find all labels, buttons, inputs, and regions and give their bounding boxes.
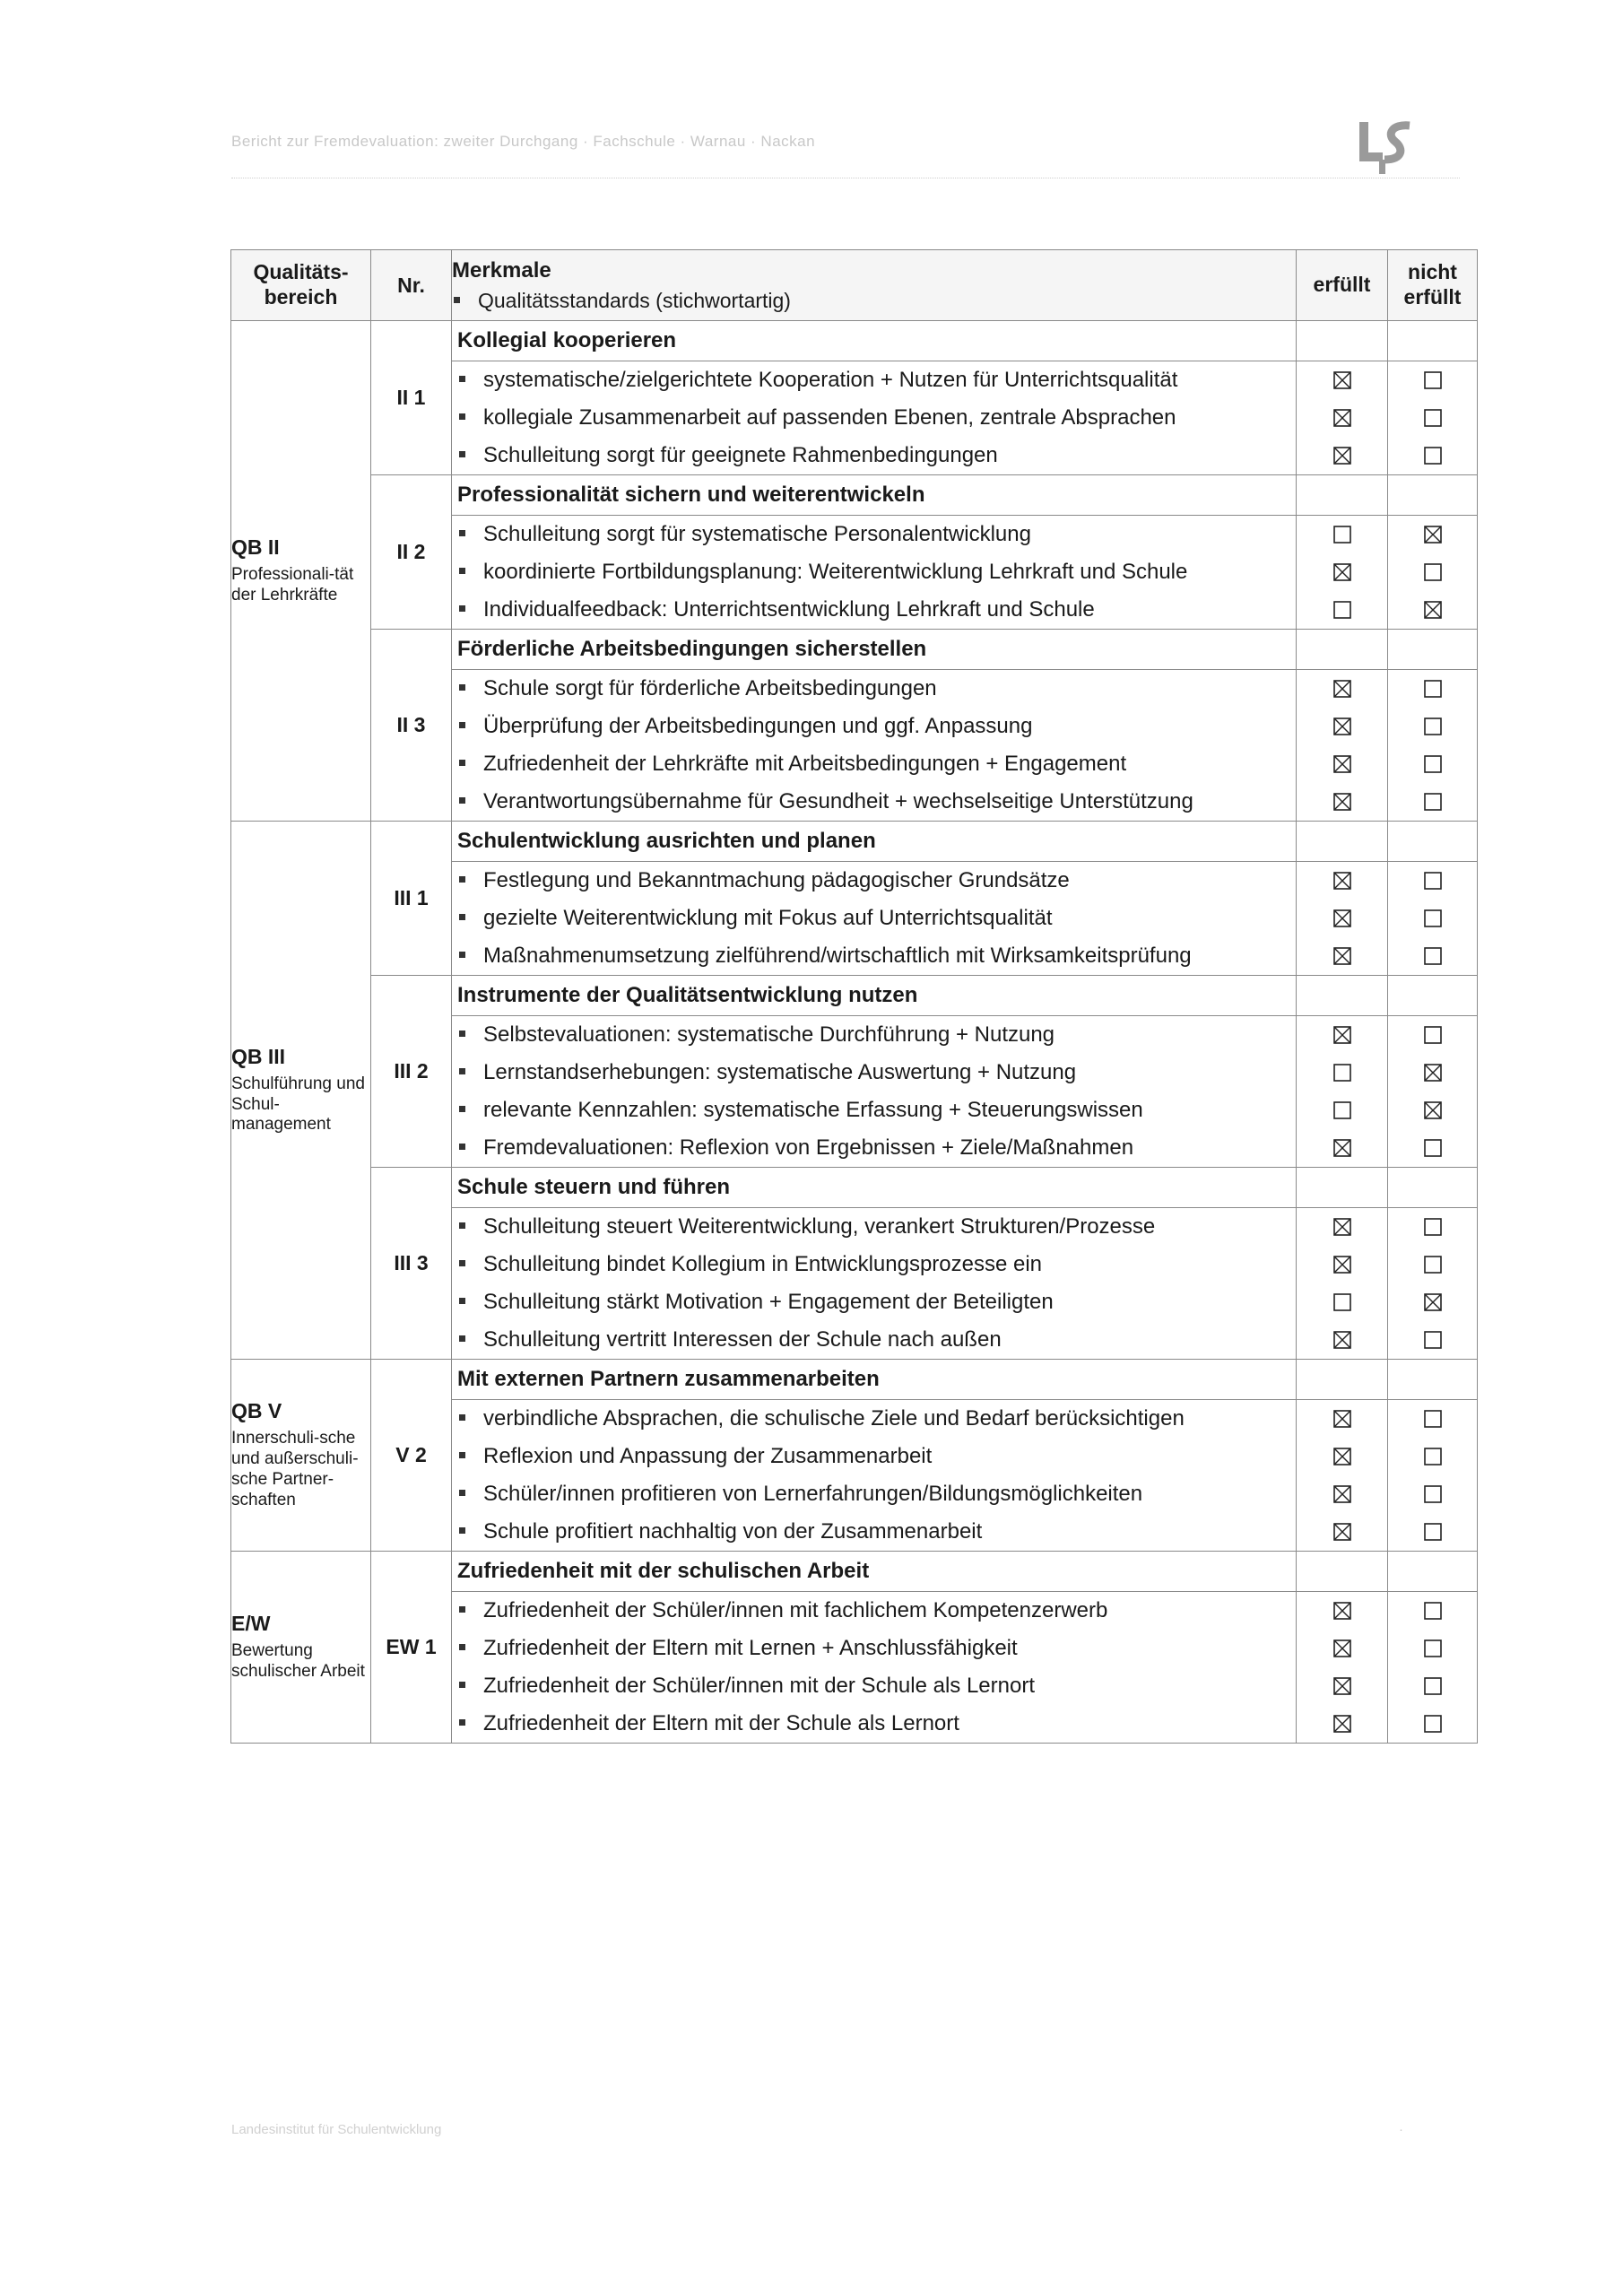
nicht-erfuellt-cell bbox=[1388, 1400, 1478, 1439]
nicht-erfuellt-cell bbox=[1388, 1091, 1478, 1129]
bullet-icon bbox=[459, 1260, 465, 1266]
standard-text: Lernstandserhebungen: systematische Auswertung + Nutzung bbox=[483, 1060, 1077, 1084]
empty-checkbox-icon[interactable] bbox=[1424, 1256, 1442, 1274]
erfuellt-cell bbox=[1297, 1475, 1388, 1513]
bullet-icon bbox=[459, 1644, 465, 1650]
quality-area-description: Innerschuli-sche und außerschuli-sche Partner-schaften bbox=[231, 1429, 359, 1509]
header-merkmale bbox=[452, 250, 1297, 321]
standard-cell bbox=[452, 1475, 1297, 1513]
bullet-icon bbox=[459, 1222, 465, 1229]
standard-cell bbox=[452, 1705, 1297, 1744]
nicht-erfuellt-cell bbox=[1388, 1513, 1478, 1552]
nicht-erfuellt-cell bbox=[1388, 591, 1478, 630]
standard-cell bbox=[452, 1283, 1297, 1321]
bullet-icon bbox=[459, 1490, 465, 1496]
nicht-erfuellt-cell bbox=[1388, 1630, 1478, 1667]
checked-checkbox-icon[interactable] bbox=[1333, 1448, 1351, 1465]
standard-cell bbox=[452, 670, 1297, 709]
nicht-erfuellt-cell bbox=[1388, 361, 1478, 400]
erfuellt-cell bbox=[1297, 1246, 1388, 1283]
ls-logo-icon bbox=[1356, 115, 1419, 178]
checked-checkbox-icon[interactable] bbox=[1333, 1677, 1351, 1695]
erfuellt-cell bbox=[1297, 745, 1388, 783]
section-number: II 2 bbox=[371, 475, 452, 630]
bullet-icon bbox=[459, 1144, 465, 1150]
checked-checkbox-icon[interactable] bbox=[1333, 755, 1351, 773]
standard-text: Zufriedenheit der Eltern mit Lernen + Anschlussfähigkeit bbox=[483, 1636, 1018, 1660]
section-row bbox=[231, 1552, 1478, 1592]
bullet-icon bbox=[459, 1106, 465, 1112]
section-row bbox=[231, 630, 1478, 670]
standard-cell bbox=[452, 1054, 1297, 1091]
checked-checkbox-icon[interactable] bbox=[1333, 1602, 1351, 1620]
bullet-icon bbox=[459, 1719, 465, 1726]
section-erfuellt-blank bbox=[1297, 321, 1388, 361]
empty-checkbox-icon[interactable] bbox=[1424, 1602, 1442, 1620]
nicht-erfuellt-cell bbox=[1388, 1438, 1478, 1475]
nicht-erfuellt-cell bbox=[1388, 1321, 1478, 1360]
erfuellt-cell bbox=[1297, 1091, 1388, 1129]
section-title: Förderliche Arbeitsbedingungen sicherstellen bbox=[452, 630, 1297, 670]
nicht-erfuellt-cell bbox=[1388, 708, 1478, 745]
nicht-erfuellt-cell bbox=[1388, 1016, 1478, 1055]
section-erfuellt-blank bbox=[1297, 1552, 1388, 1592]
standard-cell bbox=[452, 1438, 1297, 1475]
erfuellt-cell bbox=[1297, 1016, 1388, 1055]
empty-checkbox-icon[interactable] bbox=[1424, 1218, 1442, 1236]
quality-table bbox=[230, 249, 1478, 1744]
section-title: Instrumente der Qualitätsentwicklung nutzen bbox=[452, 976, 1297, 1016]
section-number: III 1 bbox=[371, 822, 452, 976]
standard-text: relevante Kennzahlen: systematische Erfassung + Steuerungswissen bbox=[483, 1098, 1143, 1122]
checked-checkbox-icon[interactable] bbox=[1424, 526, 1442, 544]
bullet-icon bbox=[459, 1068, 465, 1074]
standard-cell bbox=[452, 1630, 1297, 1667]
standard-text: gezielte Weiterentwicklung mit Fokus auf Unterrichtsqualität bbox=[483, 906, 1053, 930]
standard-text: Schulleitung sorgt für systematische Personalentwicklung bbox=[483, 522, 1031, 546]
erfuellt-cell bbox=[1297, 1630, 1388, 1667]
standard-cell bbox=[452, 745, 1297, 783]
section-nicht-erfuellt-blank bbox=[1388, 1168, 1478, 1208]
checked-checkbox-icon[interactable] bbox=[1333, 1331, 1351, 1349]
section-title: Mit externen Partnern zusammenarbeiten bbox=[452, 1360, 1297, 1400]
section-number: V 2 bbox=[371, 1360, 452, 1552]
erfuellt-cell bbox=[1297, 1283, 1388, 1321]
bullet-icon bbox=[459, 1527, 465, 1534]
bullet-icon bbox=[459, 1298, 465, 1304]
header-nr: Nr. bbox=[371, 250, 452, 321]
section-number: II 1 bbox=[371, 321, 452, 475]
standard-cell bbox=[452, 553, 1297, 591]
standard-text: Überprüfung der Arbeitsbedingungen und ggf. Anpassung bbox=[483, 714, 1033, 738]
erfuellt-cell bbox=[1297, 516, 1388, 554]
empty-checkbox-icon[interactable] bbox=[1424, 1139, 1442, 1157]
nicht-erfuellt-cell bbox=[1388, 1705, 1478, 1744]
nicht-erfuellt-cell bbox=[1388, 1592, 1478, 1631]
section-nicht-erfuellt-blank bbox=[1388, 1360, 1478, 1400]
section-erfuellt-blank bbox=[1297, 630, 1388, 670]
nicht-erfuellt-cell bbox=[1388, 1246, 1478, 1283]
section-erfuellt-blank bbox=[1297, 1360, 1388, 1400]
checked-checkbox-icon[interactable] bbox=[1333, 909, 1351, 927]
section-title: Zufriedenheit mit der schulischen Arbeit bbox=[452, 1552, 1297, 1592]
empty-checkbox-icon[interactable] bbox=[1333, 1064, 1351, 1082]
section-erfuellt-blank bbox=[1297, 976, 1388, 1016]
checked-checkbox-icon[interactable] bbox=[1424, 1293, 1442, 1311]
nicht-erfuellt-cell bbox=[1388, 516, 1478, 554]
checked-checkbox-icon[interactable] bbox=[1424, 601, 1442, 619]
quality-area-description: Professionali-tät der Lehrkräfte bbox=[231, 565, 354, 604]
nicht-erfuellt-cell bbox=[1388, 900, 1478, 937]
erfuellt-cell bbox=[1297, 783, 1388, 822]
bullet-icon bbox=[459, 722, 465, 728]
checked-checkbox-icon[interactable] bbox=[1333, 1026, 1351, 1044]
erfuellt-cell bbox=[1297, 1513, 1388, 1552]
standard-cell bbox=[452, 516, 1297, 554]
standard-text: Zufriedenheit der Eltern mit der Schule als Lernort bbox=[483, 1711, 959, 1735]
empty-checkbox-icon[interactable] bbox=[1424, 1331, 1442, 1349]
erfuellt-cell bbox=[1297, 1592, 1388, 1631]
nicht-erfuellt-cell bbox=[1388, 745, 1478, 783]
standard-text: Zufriedenheit der Schüler/innen mit der Schule als Lernort bbox=[483, 1674, 1035, 1698]
empty-checkbox-icon[interactable] bbox=[1424, 563, 1442, 581]
standard-cell bbox=[452, 591, 1297, 630]
section-number: III 2 bbox=[371, 976, 452, 1168]
nicht-erfuellt-cell bbox=[1388, 1129, 1478, 1168]
checked-checkbox-icon[interactable] bbox=[1424, 1101, 1442, 1119]
standard-cell bbox=[452, 1592, 1297, 1631]
empty-checkbox-icon[interactable] bbox=[1424, 371, 1442, 389]
standard-cell bbox=[452, 1400, 1297, 1439]
checked-checkbox-icon[interactable] bbox=[1333, 718, 1351, 735]
empty-checkbox-icon[interactable] bbox=[1424, 680, 1442, 698]
quality-area-cell bbox=[231, 1552, 371, 1744]
erfuellt-cell bbox=[1297, 708, 1388, 745]
nicht-erfuellt-cell bbox=[1388, 1054, 1478, 1091]
quality-area-cell bbox=[231, 822, 371, 1360]
quality-area-code: E/W bbox=[231, 1612, 271, 1636]
section-number: EW 1 bbox=[371, 1552, 452, 1744]
section-number: III 3 bbox=[371, 1168, 452, 1360]
standard-cell bbox=[452, 1513, 1297, 1552]
nicht-erfuellt-cell bbox=[1388, 862, 1478, 900]
bullet-icon bbox=[459, 876, 465, 883]
erfuellt-cell bbox=[1297, 1400, 1388, 1439]
section-row bbox=[231, 1168, 1478, 1208]
section-row bbox=[231, 321, 1478, 361]
quality-area-description: Schulführung und Schul-management bbox=[231, 1074, 365, 1135]
bullet-icon bbox=[459, 605, 465, 612]
standard-text: Schulleitung steuert Weiterentwicklung, verankert Strukturen/Prozesse bbox=[483, 1214, 1156, 1239]
erfuellt-cell bbox=[1297, 1208, 1388, 1247]
erfuellt-cell bbox=[1297, 937, 1388, 976]
standard-text: Fremdevaluationen: Reflexion von Ergebnissen + Ziele/Maßnahmen bbox=[483, 1135, 1134, 1160]
checked-checkbox-icon[interactable] bbox=[1333, 563, 1351, 581]
header-standards bbox=[452, 289, 1296, 313]
standard-cell bbox=[452, 399, 1297, 437]
standard-cell bbox=[452, 1321, 1297, 1360]
empty-checkbox-icon[interactable] bbox=[1333, 1101, 1351, 1119]
checked-checkbox-icon[interactable] bbox=[1424, 1064, 1442, 1082]
empty-checkbox-icon[interactable] bbox=[1424, 447, 1442, 465]
quality-area-code: QB II bbox=[231, 535, 280, 560]
section-row bbox=[231, 1360, 1478, 1400]
section-erfuellt-blank bbox=[1297, 475, 1388, 516]
erfuellt-cell bbox=[1297, 862, 1388, 900]
checked-checkbox-icon[interactable] bbox=[1333, 1139, 1351, 1157]
bullet-icon bbox=[459, 413, 465, 420]
nicht-erfuellt-cell bbox=[1388, 1667, 1478, 1705]
header-nicht-erfuellt: nicht erfüllt bbox=[1388, 250, 1478, 321]
erfuellt-cell bbox=[1297, 399, 1388, 437]
quality-area-code: QB III bbox=[231, 1044, 286, 1068]
nicht-erfuellt-cell bbox=[1388, 783, 1478, 822]
empty-checkbox-icon[interactable] bbox=[1424, 1715, 1442, 1733]
nicht-erfuellt-cell bbox=[1388, 937, 1478, 976]
empty-checkbox-icon[interactable] bbox=[1424, 872, 1442, 890]
empty-checkbox-icon[interactable] bbox=[1333, 526, 1351, 544]
standard-text: Reflexion und Anpassung der Zusammenarbeit bbox=[483, 1444, 933, 1468]
standard-cell bbox=[452, 1129, 1297, 1168]
checked-checkbox-icon[interactable] bbox=[1333, 1523, 1351, 1541]
quality-area-code: QB V bbox=[231, 1399, 282, 1423]
nicht-erfuellt-cell bbox=[1388, 437, 1478, 475]
bullet-icon bbox=[459, 1414, 465, 1421]
checked-checkbox-icon[interactable] bbox=[1333, 1715, 1351, 1733]
erfuellt-cell bbox=[1297, 1438, 1388, 1475]
bullet-icon bbox=[459, 1031, 465, 1037]
standard-cell bbox=[452, 1667, 1297, 1705]
standard-text: Verantwortungsübernahme für Gesundheit + wechselseitige Unterstützung bbox=[483, 789, 1193, 813]
standard-text: kollegiale Zusammenarbeit auf passenden Ebenen, zentrale Absprachen bbox=[483, 405, 1176, 430]
checked-checkbox-icon[interactable] bbox=[1333, 1410, 1351, 1428]
empty-checkbox-icon[interactable] bbox=[1333, 1293, 1351, 1311]
standard-cell bbox=[452, 1246, 1297, 1283]
bullet-icon bbox=[459, 914, 465, 920]
erfuellt-cell bbox=[1297, 1705, 1388, 1744]
empty-checkbox-icon[interactable] bbox=[1424, 1410, 1442, 1428]
nicht-erfuellt-cell bbox=[1388, 553, 1478, 591]
standard-cell bbox=[452, 937, 1297, 976]
standard-text: Schule profitiert nachhaltig von der Zusammenarbeit bbox=[483, 1519, 983, 1544]
erfuellt-cell bbox=[1297, 1054, 1388, 1091]
standard-text: Schule sorgt für förderliche Arbeitsbedingungen bbox=[483, 676, 937, 700]
standard-text: Schüler/innen profitieren von Lernerfahrungen/Bildungsmöglichkeiten bbox=[483, 1482, 1143, 1506]
table-header-row bbox=[231, 250, 1478, 321]
empty-checkbox-icon[interactable] bbox=[1333, 601, 1351, 619]
page-footer-text: Landesinstitut für Schulentwicklung bbox=[231, 2122, 442, 2137]
section-nicht-erfuellt-blank bbox=[1388, 321, 1478, 361]
checked-checkbox-icon[interactable] bbox=[1333, 947, 1351, 965]
standard-cell bbox=[452, 1091, 1297, 1129]
checked-checkbox-icon[interactable] bbox=[1333, 1256, 1351, 1274]
empty-checkbox-icon[interactable] bbox=[1424, 1677, 1442, 1695]
standard-cell bbox=[452, 1208, 1297, 1247]
nicht-erfuellt-cell bbox=[1388, 1283, 1478, 1321]
bullet-icon bbox=[459, 684, 465, 691]
quality-area-cell bbox=[231, 1360, 371, 1552]
standard-cell bbox=[452, 708, 1297, 745]
bullet-icon bbox=[459, 1682, 465, 1688]
standard-text: Individualfeedback: Unterrichtsentwicklung Lehrkraft und Schule bbox=[483, 597, 1095, 622]
quality-area-description: Bewertung schulischer Arbeit bbox=[231, 1641, 365, 1681]
section-number: II 3 bbox=[371, 630, 452, 822]
erfuellt-cell bbox=[1297, 670, 1388, 709]
standard-cell bbox=[452, 1016, 1297, 1055]
bullet-icon bbox=[454, 297, 460, 303]
empty-checkbox-icon[interactable] bbox=[1424, 718, 1442, 735]
checked-checkbox-icon[interactable] bbox=[1333, 1218, 1351, 1236]
checked-checkbox-icon[interactable] bbox=[1333, 409, 1351, 427]
standard-text: Schulleitung vertritt Interessen der Schule nach außen bbox=[483, 1327, 1002, 1352]
erfuellt-cell bbox=[1297, 591, 1388, 630]
standard-text: Zufriedenheit der Schüler/innen mit fachlichem Kompetenzerwerb bbox=[483, 1598, 1108, 1622]
bullet-icon bbox=[459, 1335, 465, 1342]
empty-checkbox-icon[interactable] bbox=[1424, 1485, 1442, 1503]
empty-checkbox-icon[interactable] bbox=[1424, 793, 1442, 811]
section-row bbox=[231, 822, 1478, 862]
bullet-icon bbox=[459, 451, 465, 457]
empty-checkbox-icon[interactable] bbox=[1424, 1523, 1442, 1541]
section-title: Schulentwicklung ausrichten und planen bbox=[452, 822, 1297, 862]
section-erfuellt-blank bbox=[1297, 822, 1388, 862]
section-nicht-erfuellt-blank bbox=[1388, 630, 1478, 670]
standard-text: koordinierte Fortbildungsplanung: Weiterentwicklung Lehrkraft und Schule bbox=[483, 560, 1188, 584]
standard-cell bbox=[452, 783, 1297, 822]
bullet-icon bbox=[459, 1452, 465, 1458]
footer-mark: · bbox=[1399, 2122, 1403, 2137]
bullet-icon bbox=[459, 760, 465, 766]
checked-checkbox-icon[interactable] bbox=[1333, 371, 1351, 389]
bullet-icon bbox=[459, 376, 465, 382]
checked-checkbox-icon[interactable] bbox=[1333, 447, 1351, 465]
empty-checkbox-icon[interactable] bbox=[1424, 909, 1442, 927]
standard-text: Maßnahmenumsetzung zielführend/wirtschaftlich mit Wirksamkeitsprüfung bbox=[483, 944, 1192, 968]
erfuellt-cell bbox=[1297, 361, 1388, 400]
standard-text: systematische/zielgerichtete Kooperation + Nutzen für Unterrichtsqualität bbox=[483, 368, 1178, 392]
standard-cell bbox=[452, 900, 1297, 937]
nicht-erfuellt-cell bbox=[1388, 1475, 1478, 1513]
bullet-icon bbox=[459, 797, 465, 804]
quality-area-cell bbox=[231, 321, 371, 822]
section-nicht-erfuellt-blank bbox=[1388, 475, 1478, 516]
standard-text: Schulleitung bindet Kollegium in Entwicklungsprozesse ein bbox=[483, 1252, 1043, 1276]
standard-text: Zufriedenheit der Lehrkräfte mit Arbeitsbedingungen + Engagement bbox=[483, 752, 1127, 776]
page-header-text: Bericht zur Fremdevaluation: zweiter Durchgang · Fachschule · Warnau · Nackan bbox=[231, 133, 816, 150]
standard-text: Selbstevaluationen: systematische Durchführung + Nutzung bbox=[483, 1022, 1055, 1047]
empty-checkbox-icon[interactable] bbox=[1424, 755, 1442, 773]
empty-checkbox-icon[interactable] bbox=[1424, 1026, 1442, 1044]
checked-checkbox-icon[interactable] bbox=[1333, 872, 1351, 890]
standard-cell bbox=[452, 437, 1297, 475]
erfuellt-cell bbox=[1297, 1321, 1388, 1360]
bullet-icon bbox=[459, 952, 465, 958]
header-erfuellt: erfüllt bbox=[1297, 250, 1388, 321]
checked-checkbox-icon[interactable] bbox=[1333, 1485, 1351, 1503]
section-erfuellt-blank bbox=[1297, 1168, 1388, 1208]
checked-checkbox-icon[interactable] bbox=[1333, 793, 1351, 811]
erfuellt-cell bbox=[1297, 1667, 1388, 1705]
section-nicht-erfuellt-blank bbox=[1388, 976, 1478, 1016]
standard-text: Festlegung und Bekanntmachung pädagogischer Grundsätze bbox=[483, 868, 1070, 892]
checked-checkbox-icon[interactable] bbox=[1333, 1639, 1351, 1657]
section-row bbox=[231, 475, 1478, 516]
standard-text: Schulleitung sorgt für geeignete Rahmenbedingungen bbox=[483, 443, 998, 467]
section-row bbox=[231, 976, 1478, 1016]
section-nicht-erfuellt-blank bbox=[1388, 1552, 1478, 1592]
section-title: Schule steuern und führen bbox=[452, 1168, 1297, 1208]
header-standards-label: Qualitätsstandards (stichwortartig) bbox=[478, 288, 791, 312]
empty-checkbox-icon[interactable] bbox=[1424, 1448, 1442, 1465]
header-qualitaetsbereich: Qualitäts-bereich bbox=[231, 250, 371, 321]
nicht-erfuellt-cell bbox=[1388, 670, 1478, 709]
empty-checkbox-icon[interactable] bbox=[1424, 1639, 1442, 1657]
empty-checkbox-icon[interactable] bbox=[1424, 947, 1442, 965]
erfuellt-cell bbox=[1297, 437, 1388, 475]
section-nicht-erfuellt-blank bbox=[1388, 822, 1478, 862]
standard-text: verbindliche Absprachen, die schulische Ziele und Bedarf berücksichtigen bbox=[483, 1406, 1185, 1431]
nicht-erfuellt-cell bbox=[1388, 399, 1478, 437]
standard-cell bbox=[452, 361, 1297, 400]
erfuellt-cell bbox=[1297, 553, 1388, 591]
empty-checkbox-icon[interactable] bbox=[1424, 409, 1442, 427]
standard-text: Schulleitung stärkt Motivation + Engagement der Beteiligten bbox=[483, 1290, 1054, 1314]
bullet-icon bbox=[459, 1606, 465, 1613]
section-title: Professionalität sichern und weiterentwickeln bbox=[452, 475, 1297, 516]
header-merkmale-title: Merkmale bbox=[452, 257, 551, 283]
standard-cell bbox=[452, 862, 1297, 900]
bullet-icon bbox=[459, 530, 465, 536]
bullet-icon bbox=[459, 568, 465, 574]
nicht-erfuellt-cell bbox=[1388, 1208, 1478, 1247]
erfuellt-cell bbox=[1297, 1129, 1388, 1168]
checked-checkbox-icon[interactable] bbox=[1333, 680, 1351, 698]
section-title: Kollegial kooperieren bbox=[452, 321, 1297, 361]
erfuellt-cell bbox=[1297, 900, 1388, 937]
